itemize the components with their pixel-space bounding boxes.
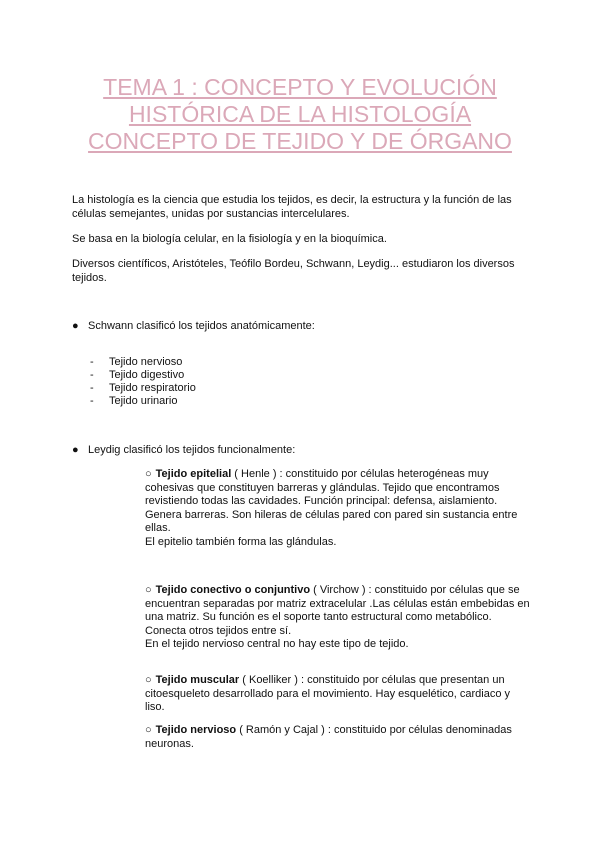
tissue-conectivo: ○ Tejido conectivo o conjuntivo ( Virchow ) : constituido por células que se encuentran separadas por matriz extracelular .Las células están embebidas en una matriz. Su función es el soporte tanto estructural como metabólico. Conecta otros tejidos entre sí. En el tejido nervioso central no hay este tipo de tejido. [145,584,530,650]
title-line-3: CONCEPTO DE TEJIDO Y DE ÓRGANO [88,128,512,154]
tissue-name: Tejido muscular [155,674,240,686]
list-item: - Tejido urinario [90,395,178,407]
paragraph-basis: Se basa en la biología celular, en la fisiología y en la bioquímica. [72,233,387,245]
tissue-epitelial: ○ Tejido epitelial ( Henle ) : constituido por células heterogéneas muy cohesivas que constituyen barreras y glándulas. Tejido que encontramos revistiendo todas las cavidades. Función principal: defensa, aislamiento. Genera barreras. Son hileras de células pared con pared sin sustancia entre ellas. El epitelio también forma las glándulas. [145,468,518,548]
paragraph-definition: La histología es la ciencia que estudia los tejidos, es decir, la estructura y la función de las células semejantes, unidas por sustancias intercelulares. [72,194,512,220]
tissue-nervioso: ○ Tejido nervioso ( Ramón y Cajal ) : constituido por células denominadas neuronas. [145,724,512,750]
paragraph-scientists: Diversos científicos, Aristóteles, Teófilo Bordeu, Schwann, Leydig... estudiaron los diversos tejidos. [72,258,515,284]
tissue-name: Tejido nervioso [155,724,237,736]
list-item: - Tejido digestivo [90,369,185,381]
title-line-2: HISTÓRICA DE LA HISTOLOGÍA [128,101,472,127]
list-item: - Tejido nervioso [90,356,183,368]
leydig-bullet-item [72,444,295,458]
circle-bullet-icon: ○ [145,724,152,736]
tissue-name: Tejido conectivo o conjuntivo [155,584,311,596]
tissue-muscular: ○ Tejido muscular ( Koelliker ) : constituido por células que presentan un citoesqueleto desarrollado para el movimiento. Hay esquelético, cardiaco y liso. [145,674,511,713]
bullet-icon: ● [72,320,79,332]
leydig-text: Leydig clasificó los tejidos funcionalmente: [88,444,296,456]
page-title [40,74,560,155]
tissue-name: Tejido epitelial [155,468,232,480]
circle-bullet-icon: ○ [145,674,152,686]
schwann-tissue-list [90,356,196,408]
circle-bullet-icon: ○ [145,584,152,596]
list-item: - Tejido respiratorio [90,382,196,394]
title-line-1: TEMA 1 : CONCEPTO Y EVOLUCIÓN [103,74,497,100]
schwann-bullet-item [72,320,315,334]
schwann-text: Schwann clasificó los tejidos anatómicamente: [88,320,315,332]
circle-bullet-icon: ○ [145,468,152,480]
bullet-icon: ● [72,444,79,456]
